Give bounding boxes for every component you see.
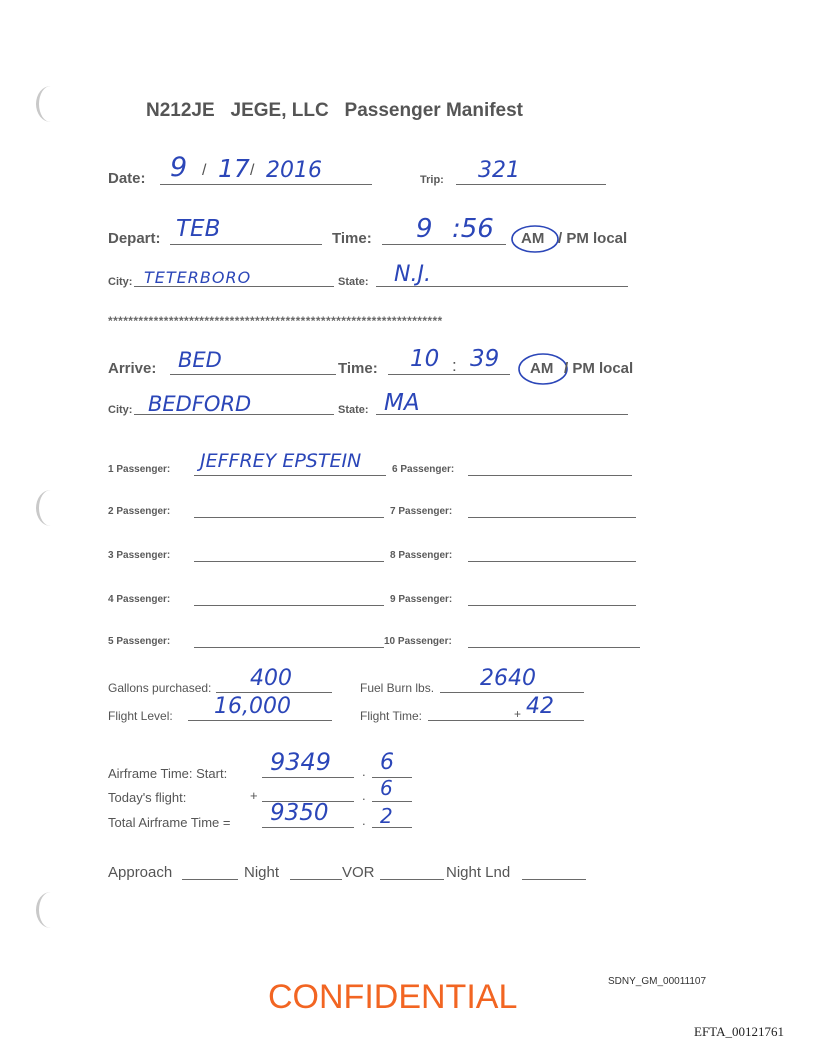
confidential-stamp: CONFIDENTIAL: [268, 978, 518, 1016]
passenger-4-line: [194, 605, 384, 606]
date-slash-2: /: [250, 162, 255, 179]
night-line: [290, 879, 342, 880]
trip-value: 321: [478, 158, 520, 183]
depart-line: [170, 244, 322, 245]
today-flight-dot: .: [362, 788, 366, 803]
arrive-pm-local: / PM local: [564, 360, 634, 377]
vor-line: [380, 879, 444, 880]
depart-time-line: [382, 244, 506, 245]
passenger-3-label: 3 Passenger:: [108, 550, 171, 561]
trip-label: Trip:: [420, 174, 444, 186]
passenger-7-line: [468, 517, 636, 518]
passenger-6-label: 6 Passenger:: [392, 464, 455, 475]
date-year: 2016: [266, 158, 322, 183]
tail-number: N212JE: [146, 100, 215, 121]
gallons-line: [216, 692, 332, 693]
arrive-state-label: State:: [338, 404, 369, 416]
trip-line: [456, 184, 606, 185]
vor-label: VOR: [342, 864, 375, 881]
depart-city-label: City:: [108, 276, 133, 288]
arrive-line: [170, 374, 336, 375]
arrive-airport: BED: [178, 348, 222, 372]
passenger-4-label: 4 Passenger:: [108, 594, 171, 605]
depart-state: N.J.: [394, 262, 431, 287]
arrive-minute: 39: [470, 346, 500, 372]
today-flight-plus: +: [250, 788, 258, 803]
gallons-label: Gallons purchased:: [108, 681, 212, 695]
approach-line: [182, 879, 238, 880]
depart-minute: :56: [452, 214, 494, 244]
date-slash-1: /: [202, 162, 207, 179]
passenger-5-line: [194, 647, 384, 648]
passenger-6-line: [468, 475, 632, 476]
arrive-am-circle: [516, 350, 570, 388]
company-name: JEGE, LLC: [230, 100, 329, 121]
passenger-9-line: [468, 605, 636, 606]
fuel-burn-label: Fuel Burn lbs.: [360, 681, 435, 695]
depart-am-circle: [509, 222, 561, 256]
passenger-1-line: [194, 475, 386, 476]
gallons-value: 400: [250, 666, 292, 691]
passenger-8-label: 8 Passenger:: [390, 550, 453, 561]
passenger-9-label: 9 Passenger:: [390, 594, 453, 605]
total-airframe-dot: .: [362, 813, 366, 828]
total-airframe-line: [262, 827, 354, 828]
flight-time-plus: +: [514, 707, 522, 721]
date-day: 17: [218, 154, 250, 183]
arrive-time-line: [388, 374, 510, 375]
passenger-7-label: 7 Passenger:: [390, 506, 453, 517]
punch-hole-middle: [36, 490, 65, 526]
depart-am: AM: [521, 230, 545, 247]
arrive-label: Arrive:: [108, 360, 157, 377]
depart-pm-local: / PM local: [558, 230, 628, 247]
bates-number-efta: EFTA_00121761: [694, 1024, 784, 1039]
total-airframe-label: Total Airframe Time =: [108, 815, 231, 830]
today-flight-tenth-line: [372, 801, 412, 802]
document-title: Passenger Manifest: [344, 100, 524, 121]
passenger-2-line: [194, 517, 384, 518]
arrive-colon: :: [452, 356, 457, 375]
passenger-10-label: 10 Passenger:: [384, 636, 452, 647]
airframe-start-whole: 9349: [270, 748, 332, 776]
passenger-8-line: [468, 561, 636, 562]
depart-state-label: State:: [338, 276, 369, 288]
night-lnd-line: [522, 879, 586, 880]
arrive-hour: 10: [410, 346, 440, 372]
depart-label: Depart:: [108, 230, 161, 247]
depart-airport: TEB: [176, 216, 221, 242]
today-flight-tenth: 6: [380, 776, 393, 800]
punch-hole-bottom: [36, 892, 65, 928]
approach-label: Approach: [108, 864, 173, 881]
passenger-1-name: JEFFREY EPSTEIN: [200, 450, 362, 472]
arrive-time-label: Time:: [338, 360, 378, 377]
flight-level-value: 16,000: [214, 694, 291, 719]
depart-hour: 9: [416, 214, 433, 244]
passenger-2-label: 2 Passenger:: [108, 506, 171, 517]
today-flight-label: Today's flight:: [108, 790, 187, 805]
fuel-burn-line: [440, 692, 584, 693]
date-month: 9: [170, 152, 188, 183]
flight-level-label: Flight Level:: [108, 709, 173, 723]
passenger-3-line: [194, 561, 384, 562]
manifest-header: [146, 100, 523, 122]
passenger-5-label: 5 Passenger:: [108, 636, 171, 647]
punch-hole-top: [36, 86, 65, 122]
bates-number-sdny: SDNY_GM_00011107: [608, 976, 707, 987]
airframe-start-dot: .: [362, 764, 366, 779]
date-line: [160, 184, 372, 185]
arrive-city-label: City:: [108, 404, 133, 416]
depart-time-label: Time:: [332, 230, 372, 247]
total-airframe-whole: 9350: [270, 800, 329, 826]
airframe-start-label: Airframe Time: Start:: [108, 766, 228, 781]
night-label: Night: [244, 864, 280, 881]
airframe-start-tenth: 6: [380, 750, 394, 775]
passenger-1-label: 1 Passenger:: [108, 464, 171, 475]
airframe-start-line: [262, 777, 354, 778]
fuel-burn-value: 2640: [480, 666, 536, 691]
flight-time-label: Flight Time:: [360, 709, 423, 723]
arrive-am: AM: [530, 360, 554, 377]
date-label: Date:: [108, 170, 146, 187]
separator: ******************************************************************: [108, 314, 443, 328]
flight-time-line: [428, 720, 584, 721]
arrive-city: BEDFORD: [148, 392, 252, 416]
night-lnd-label: Night Lnd: [446, 864, 511, 881]
passenger-10-line: [468, 647, 640, 648]
arrive-state: MA: [384, 390, 420, 416]
flight-level-line: [188, 720, 332, 721]
depart-city: TETERBORO: [144, 268, 252, 287]
total-airframe-tenth: 2: [380, 804, 393, 828]
flight-time-value: 42: [526, 694, 554, 719]
